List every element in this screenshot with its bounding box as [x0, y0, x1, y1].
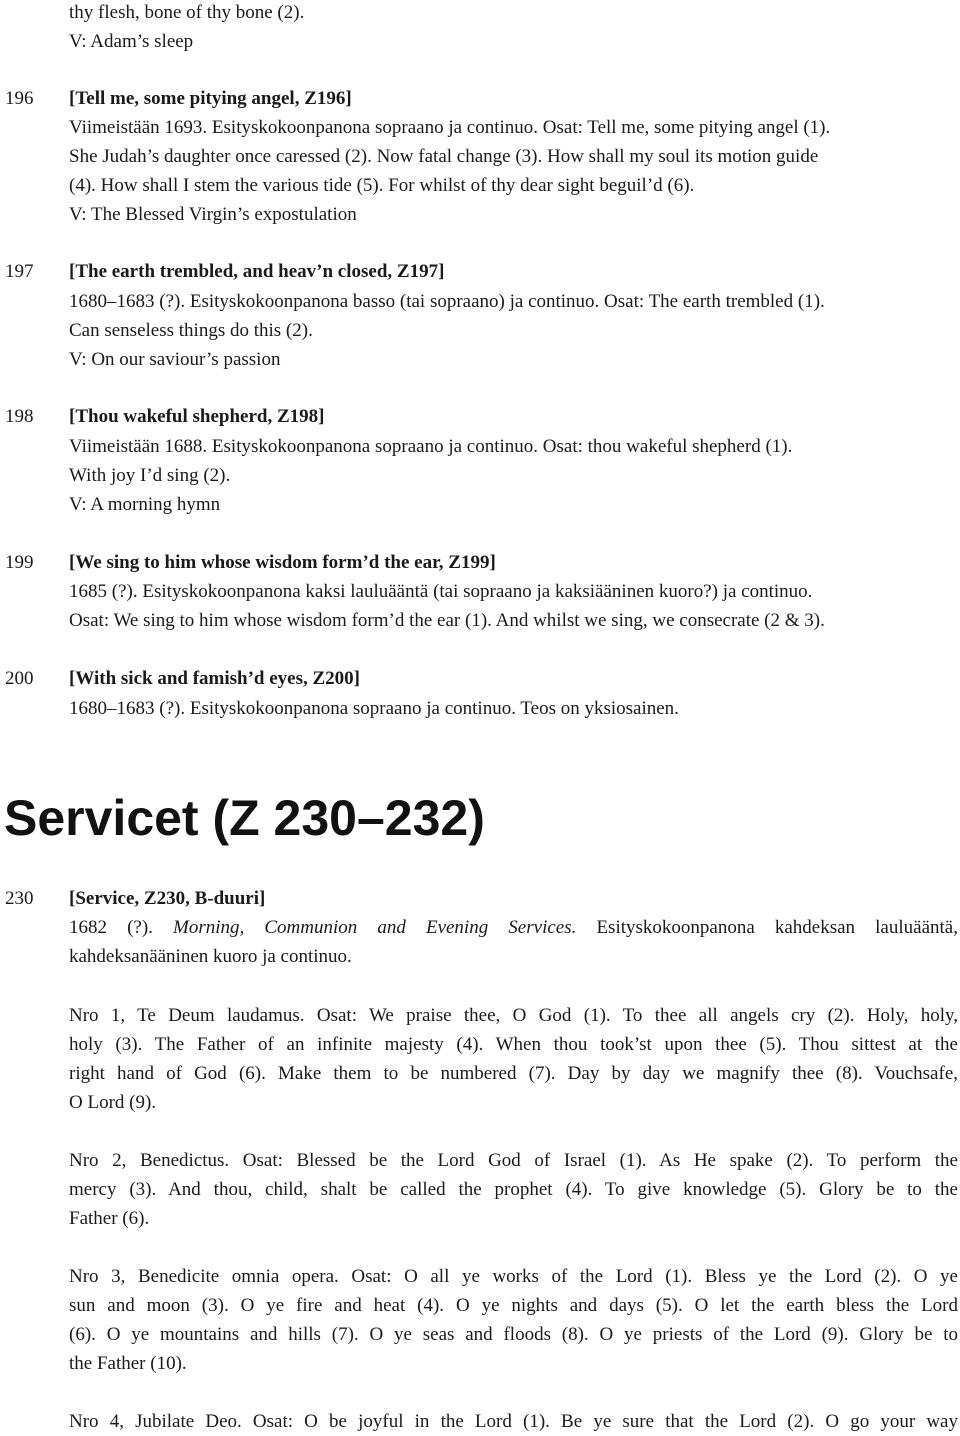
- text-line: holy (3). The Father of an infinite majesty (4). When thou took’st upon thee (5). Thou sittest at the: [69, 1034, 958, 1055]
- text-line: (4). How shall I stem the various tide (5). For whilst of thy dear sight beguil’d (6).: [69, 175, 695, 196]
- text-line: V: Adam’s sleep: [69, 31, 194, 52]
- text-line: With joy I’d sing (2).: [69, 465, 231, 486]
- section-heading: Servicet (Z 230–232): [4, 790, 485, 846]
- text-line: 1680–1683 (?). Esityskokoonpanona basso (tai sopraano) ja continuo. Osat: The earth trembled (1).: [69, 291, 825, 312]
- entry-title: [The earth trembled, and heav’n closed, Z197]: [69, 261, 445, 282]
- text-line: Nro 3, Benedicite omnia opera. Osat: O all ye works of the Lord (1). Bless ye the Lord (2). O ye: [69, 1266, 958, 1287]
- entry-number: 197: [5, 261, 34, 282]
- text-line: V: The Blessed Virgin’s expostulation: [69, 204, 357, 225]
- text-line: Can senseless things do this (2).: [69, 320, 313, 341]
- entry-title: [Thou wakeful shepherd, Z198]: [69, 406, 325, 427]
- entry-title: [Service, Z230, B-duuri]: [69, 888, 266, 909]
- text-line: Viimeistään 1693. Esityskokoonpanona sopraano ja continuo. Osat: Tell me, some pitying angel (1).: [69, 117, 831, 138]
- text-line: Osat: We sing to him whose wisdom form’d the ear (1). And whilst we sing, we consecrate (2 & 3).: [69, 610, 825, 631]
- text-line: Nro 4, Jubilate Deo. Osat: O be joyful in the Lord (1). Be ye sure that the Lord (2). O go your way: [69, 1411, 958, 1432]
- text-line: 1685 (?). Esityskokoonpanona kaksi lauluääntä (tai sopraano ja kaksiääninen kuoro?) ja continuo.: [69, 581, 813, 602]
- entry-number: 196: [5, 88, 34, 109]
- text-line: O Lord (9).: [69, 1092, 157, 1113]
- text-line: Viimeistään 1688. Esityskokoonpanona sopraano ja continuo. Osat: thou wakeful shepherd (1).: [69, 436, 793, 457]
- entry-number: 200: [5, 668, 34, 689]
- text-line: V: On our saviour’s passion: [69, 349, 281, 370]
- text-line: (6). O ye mountains and hills (7). O ye seas and floods (8). O ye priests of the Lord (9). Glory be to: [69, 1324, 958, 1345]
- text-line: V: A morning hymn: [69, 494, 221, 515]
- text-line: Nro 1, Te Deum laudamus. Osat: We praise thee, O God (1). To thee all angels cry (2). Holy, holy,: [69, 1005, 958, 1026]
- text-line: Father (6).: [69, 1208, 150, 1229]
- text-line: mercy (3). And thou, child, shalt be called the prophet (4). To give knowledge (5). Glory be to the: [69, 1179, 958, 1200]
- entry-title: [With sick and famish’d eyes, Z200]: [69, 668, 361, 689]
- text-line: 1680–1683 (?). Esityskokoonpanona sopraano ja continuo. Teos on yksiosainen.: [69, 698, 679, 719]
- text-fragment: 1682 (?).: [69, 917, 174, 938]
- work-title: Morning, Communion and Evening Services.: [173, 917, 577, 938]
- text-fragment: Esityskokoonpanona kahdeksan lauluääntä,: [576, 917, 958, 938]
- entry-number: 230: [5, 888, 34, 909]
- text-line: She Judah’s daughter once caressed (2). Now fatal change (3). How shall my soul its motion guide: [69, 146, 819, 167]
- entry-title: [We sing to him whose wisdom form’d the ear, Z199]: [69, 552, 496, 573]
- text-line: kahdeksanääninen kuoro ja continuo.: [69, 946, 352, 967]
- text-line: right hand of God (6). Make them to be numbered (7). Day by day we magnify thee (8). Vouchsafe,: [69, 1063, 958, 1084]
- text-line: thy flesh, bone of thy bone (2).: [69, 2, 305, 23]
- text-line: [69, 913, 958, 942]
- text-line: the Father (10).: [69, 1353, 187, 1374]
- entry-title: [Tell me, some pitying angel, Z196]: [69, 88, 352, 109]
- text-line: sun and moon (3). O ye fire and heat (4). O ye nights and days (5). O let the earth bless the Lord: [69, 1295, 958, 1316]
- text-line: Nro 2, Benedictus. Osat: Blessed be the Lord God of Israel (1). As He spake (2). To perform the: [69, 1150, 958, 1171]
- entry-number: 198: [5, 406, 34, 427]
- entry-number: 199: [5, 552, 34, 573]
